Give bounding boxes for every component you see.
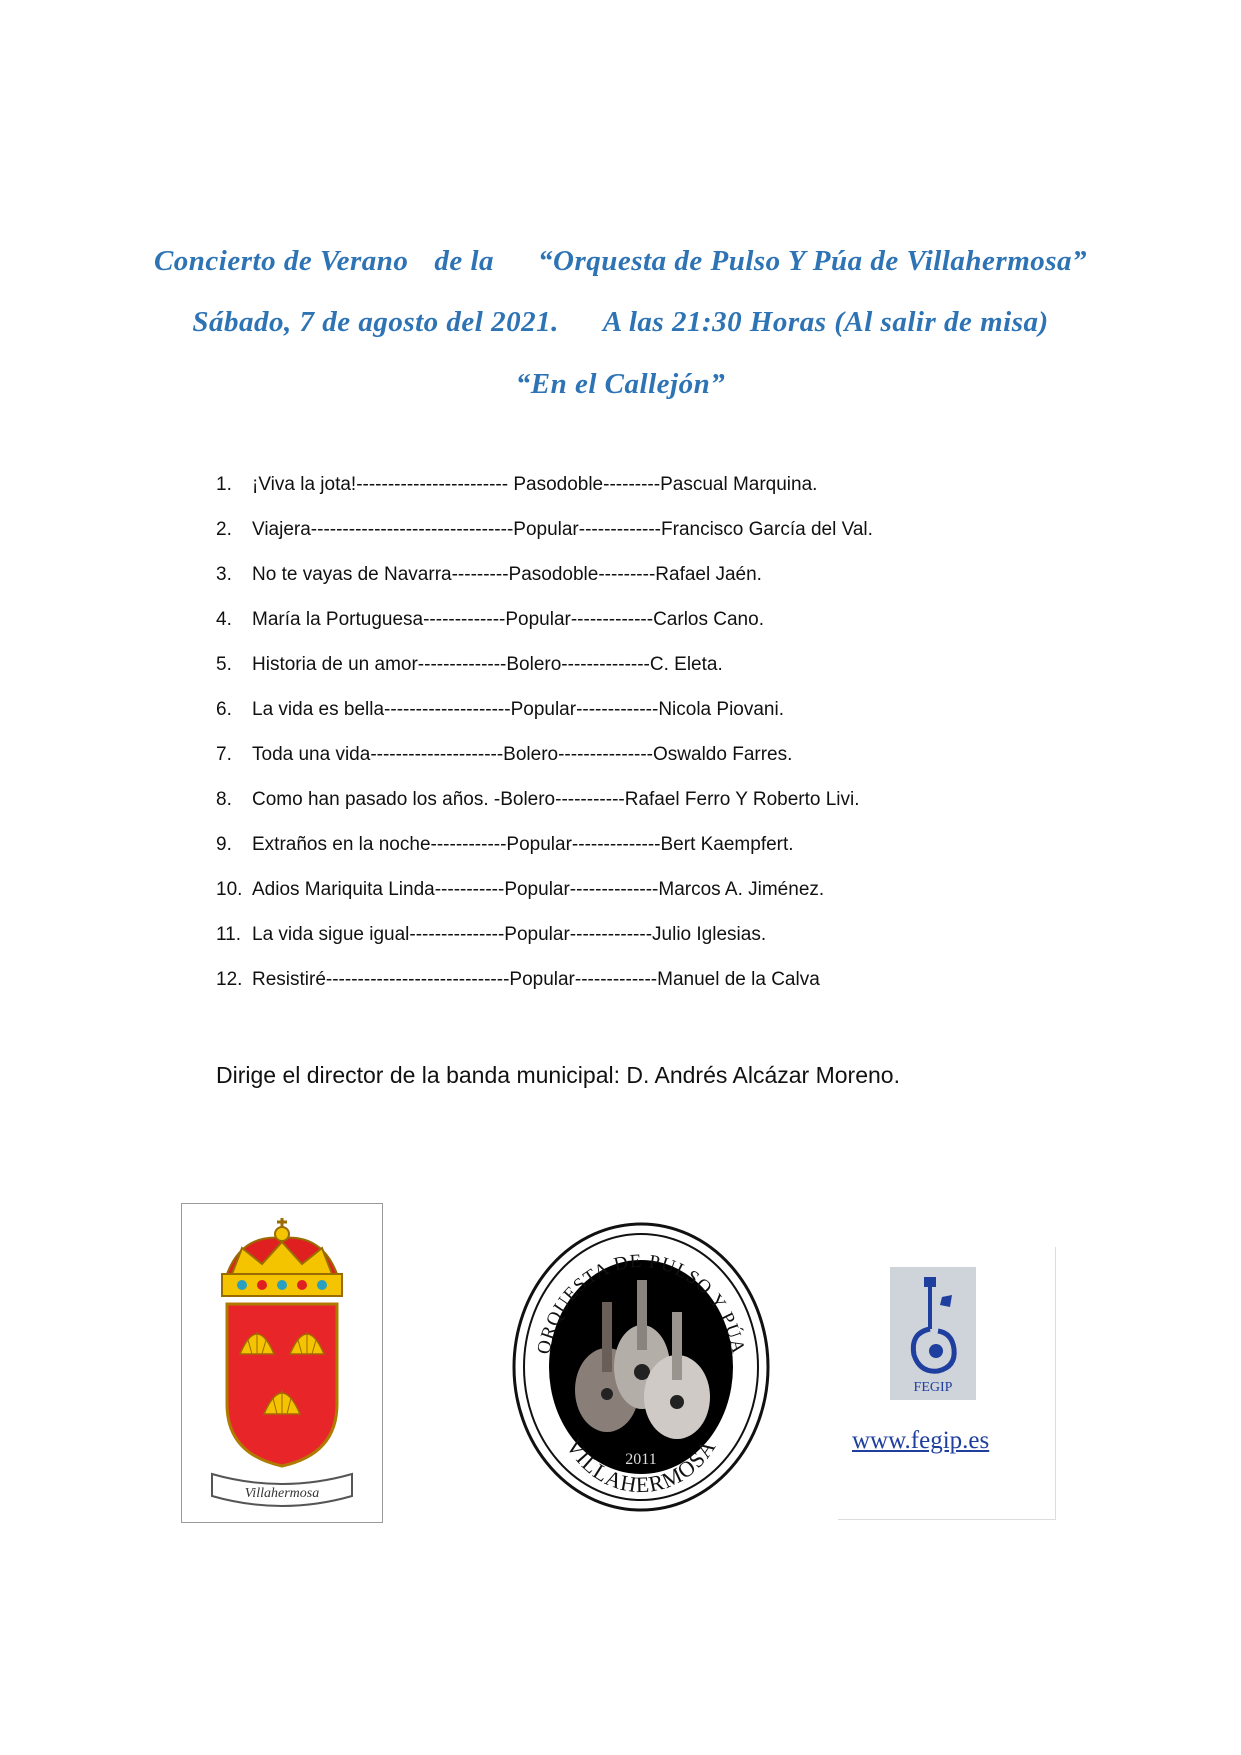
program-list xyxy=(216,472,873,1012)
program-item xyxy=(216,652,873,697)
program-item xyxy=(216,607,873,652)
title-time: A las 21:30 Horas (Al salir de misa) xyxy=(602,306,1049,338)
program-item xyxy=(216,472,873,517)
program-item xyxy=(216,967,873,1012)
coat-of-arms-icon xyxy=(182,1204,382,1522)
program-item-number: 10. xyxy=(216,879,243,900)
orchestra-bottom-text: VILLAHERMOSA xyxy=(561,1434,721,1498)
program-item-text: ¡Viva la jota!------------------------ Pasodoble---------Pascual Marquina. xyxy=(252,474,818,495)
program-item-text: No te vayas de Navarra---------Pasodoble---------Rafael Jaén. xyxy=(252,564,762,585)
program-item-number: 3. xyxy=(216,564,232,585)
program-item-text: Resistiré-----------------------------Popular-------------Manuel de la Calva xyxy=(252,969,820,990)
coat-banner-text: Villahermosa xyxy=(244,1486,320,1501)
program-item-text: La vida es bella--------------------Popular-------------Nicola Piovani. xyxy=(252,699,784,720)
program-item xyxy=(216,922,873,967)
program-item-text: La vida sigue igual---------------Popular-------------Julio Iglesias. xyxy=(252,924,767,945)
title-date: Sábado, 7 de agosto del 2021. xyxy=(192,306,559,338)
program-item-number: 11. xyxy=(216,924,242,945)
program-item-text: Toda una vida---------------------Bolero---------------Oswaldo Farres. xyxy=(252,744,793,765)
orchestra-year: 2011 xyxy=(625,1451,657,1468)
program-item xyxy=(216,697,873,742)
orchestra-logo xyxy=(512,1222,770,1512)
title-concert: Concierto de Verano xyxy=(153,245,409,277)
fegip-logo-box xyxy=(838,1247,1056,1520)
title-venue: “En el Callejón” xyxy=(515,368,726,400)
program-item-number: 4. xyxy=(216,609,232,630)
fegip-logo xyxy=(890,1267,976,1400)
program-item xyxy=(216,562,873,607)
title-line-2 xyxy=(0,306,1241,339)
program-item xyxy=(216,832,873,877)
villahermosa-coat-of-arms xyxy=(181,1203,383,1523)
program-item-number: 1. xyxy=(216,474,232,495)
orchestra-logo-icon xyxy=(512,1222,770,1512)
program-item xyxy=(216,787,873,832)
title-de-la: de la xyxy=(434,245,495,277)
program-item-number: 6. xyxy=(216,699,232,720)
program-item-number: 9. xyxy=(216,834,232,855)
program-item-number: 5. xyxy=(216,654,232,675)
fegip-url-link[interactable]: www.fegip.es xyxy=(852,1427,990,1454)
program-item-text: Adios Mariquita Linda-----------Popular--------------Marcos A. Jiménez. xyxy=(252,879,825,900)
fegip-guitar-icon xyxy=(890,1267,976,1400)
program-item xyxy=(216,517,873,562)
program-item-text: Viajera--------------------------------Popular-------------Francisco García del Val. xyxy=(252,519,873,540)
program-item xyxy=(216,742,873,787)
program-item-text: María la Portuguesa-------------Popular-------------Carlos Cano. xyxy=(252,609,764,630)
program-item-text: Historia de un amor--------------Bolero--------------C. Eleta. xyxy=(252,654,723,675)
fegip-mark-text: FEGIP xyxy=(913,1380,953,1395)
program-item-number: 12. xyxy=(216,969,243,990)
director-line: Dirige el director de la banda municipal: D. Andrés Alcázar Moreno. xyxy=(216,1062,900,1088)
program-item-text: Extraños en la noche------------Popular--------------Bert Kaempfert. xyxy=(252,834,794,855)
program-item-number: 8. xyxy=(216,789,232,810)
title-orchestra: “Orquesta de Pulso Y Púa de Villahermosa” xyxy=(538,245,1088,277)
program-item-number: 7. xyxy=(216,744,232,765)
program-item xyxy=(216,877,873,922)
title-line-1 xyxy=(0,245,1241,278)
program-item-number: 2. xyxy=(216,519,232,540)
program-item-text: Como han pasado los años. -Bolero-----------Rafael Ferro Y Roberto Livi. xyxy=(252,789,860,810)
orchestra-top-text: ORQUESTA DE PULSO Y PÚA xyxy=(533,1250,749,1357)
